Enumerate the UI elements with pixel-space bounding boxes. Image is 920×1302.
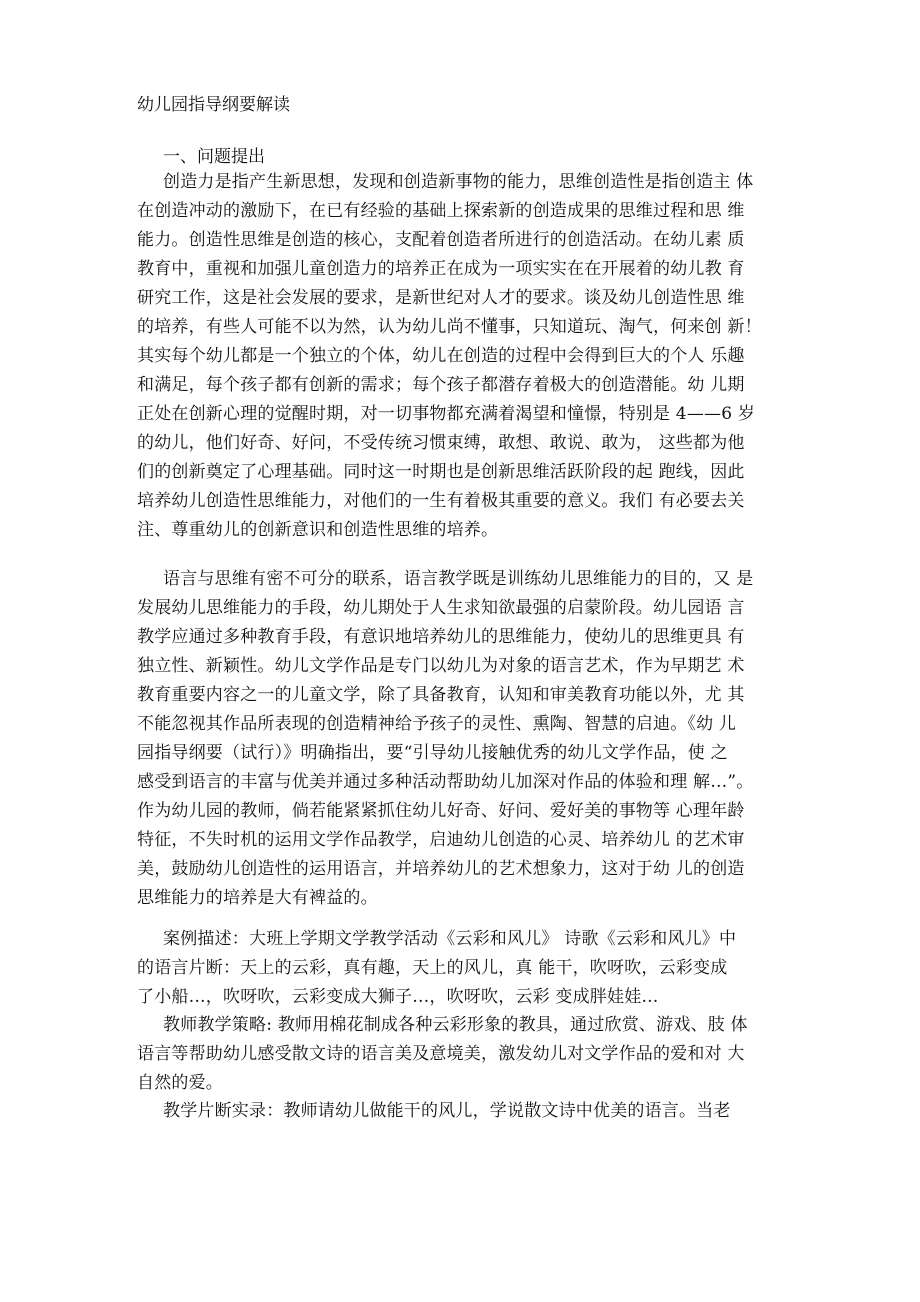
text-line: 美，鼓励幼儿创造性的运用语言，并培养幼儿的艺术想象力，这对于幼 儿的创造 — [137, 859, 745, 879]
paragraph-case-description — [137, 925, 797, 1012]
text-line: 不能忽视其作品所表现的创造精神给予孩子的灵性、熏陶、智慧的启迪。《幼 儿 — [137, 714, 737, 734]
text-line: 教育中，重视和加强儿童创造力的培养正在成为一项实实在在开展着的幼儿教 育 — [137, 259, 745, 279]
text-line: 教师教学策略: 教师用棉花制成各种云彩形象的教具，通过欣赏、游戏、肢 体 — [163, 1015, 748, 1035]
text-line: 注、尊重幼儿的创新意识和创造性思维的培养。 — [137, 520, 499, 540]
text-line: 的语言片断：天上的云彩，真有趣，天上的风儿，真 能干，吹呀吹，云彩变成 — [137, 958, 728, 978]
text-line: 们的创新奠定了心理基础。同时这一时期也是创新思维活跃阶段的起 跑线，因此 — [137, 462, 745, 482]
text-line: 的培养，有些人可能不以为然，认为幼儿尚不懂事，只知道玩、淘气，何来创 新！ — [137, 317, 762, 337]
text-line: 作为幼儿园的教师，倘若能紧紧抓住幼儿好奇、好问、爱好美的事物等 心理年龄 — [137, 801, 745, 821]
text-line: 自然的爱。 — [137, 1073, 223, 1093]
text-line: 发展幼儿思维能力的手段，幼儿期处于人生求知欲最强的启蒙阶段。幼儿园语 言 — [137, 598, 745, 618]
document-title: 幼儿园指导纲要解读 — [137, 95, 290, 115]
text-line: 教育重要内容之一的儿童文学，除了具备教育，认知和审美教育功能以外，尤 其 — [137, 685, 745, 705]
text-line: 和满足，每个孩子都有创新的需求；每个孩子都潜存着极大的创造潜能。幼 儿期 — [137, 375, 745, 395]
text-line: 正处在创新心理的觉醒时期，对一切事物都充满着渴望和憧憬，特别是 4——6 岁 — [137, 404, 756, 424]
text-line: 了小船…，吹呀吹，云彩变成大狮子…，吹呀吹，云彩 变成胖娃娃… — [137, 987, 659, 1007]
paragraph-language-thinking — [137, 565, 797, 913]
text-line: 研究工作，这是社会发展的要求，是新世纪对人才的要求。谈及幼儿创造性思 维 — [137, 288, 745, 308]
text-line: 园指导纲要（试行）》明确指出，要“引导幼儿接触优秀的幼儿文学作品，使 之 — [137, 743, 728, 763]
text-line: 独立性、新颖性。幼儿文学作品是专门以幼儿为对象的语言艺术，作为早期艺 术 — [137, 656, 745, 676]
text-line: 在创造冲动的激励下，在已有经验的基础上探索新的创造成果的思维过程和思 维 — [137, 201, 745, 221]
text-line: 能力。创造性思维是创造的核心，支配着创造者所进行的创造活动。在幼儿素 质 — [137, 230, 745, 250]
text-line: 培养幼儿创造性思维能力，对他们的一生有着极其重要的意义。我们 有必要去关 — [137, 491, 745, 511]
text-line: 思维能力的培养是大有裨益的。 — [137, 888, 378, 908]
text-line: 特征，不失时机的运用文学作品教学，启迪幼儿创造的心灵、培养幼儿 的艺术审 — [137, 830, 745, 850]
text-line: 感受到语言的丰富与优美并通过多种活动帮助幼儿加深对作品的体验和理 解…”。 — [137, 772, 754, 792]
paragraph-teaching-record — [137, 1097, 797, 1126]
text-line: 教学应通过多种教育手段，有意识地培养幼儿的思维能力，使幼儿的思维更具 有 — [137, 627, 745, 647]
text-line: 的幼儿，他们好奇、好问，不受传统习惯束缚，敢想、敢说、敢为， 这些都为他 — [137, 433, 745, 453]
text-line: 其实每个幼儿都是一个独立的个体，幼儿在创造的过程中会得到巨大的个人 乐趣 — [137, 346, 745, 366]
text-line: 案例描述：大班上学期文学教学活动《云彩和风儿》 诗歌《云彩和风儿》中 — [163, 929, 737, 949]
paragraph-creativity — [137, 168, 797, 545]
text-line: 语言与思维有密不可分的联系，语言教学既是训练幼儿思维能力的目的，又 是 — [163, 569, 754, 589]
text-line: 语言等帮助幼儿感受散文诗的语言美及意境美，激发幼儿对文学作品的爱和对 大 — [137, 1044, 745, 1064]
text-line: 创造力是指产生新思想，发现和创造新事物的能力，思维创造性是指创造主 体 — [163, 172, 754, 192]
section-heading: 一、问题提出 — [163, 147, 265, 167]
paragraph-teaching-strategy — [137, 1011, 797, 1098]
text-line: 教学片断实录：教师请幼儿做能干的风儿，学说散文诗中优美的语言。当老 — [163, 1101, 731, 1121]
